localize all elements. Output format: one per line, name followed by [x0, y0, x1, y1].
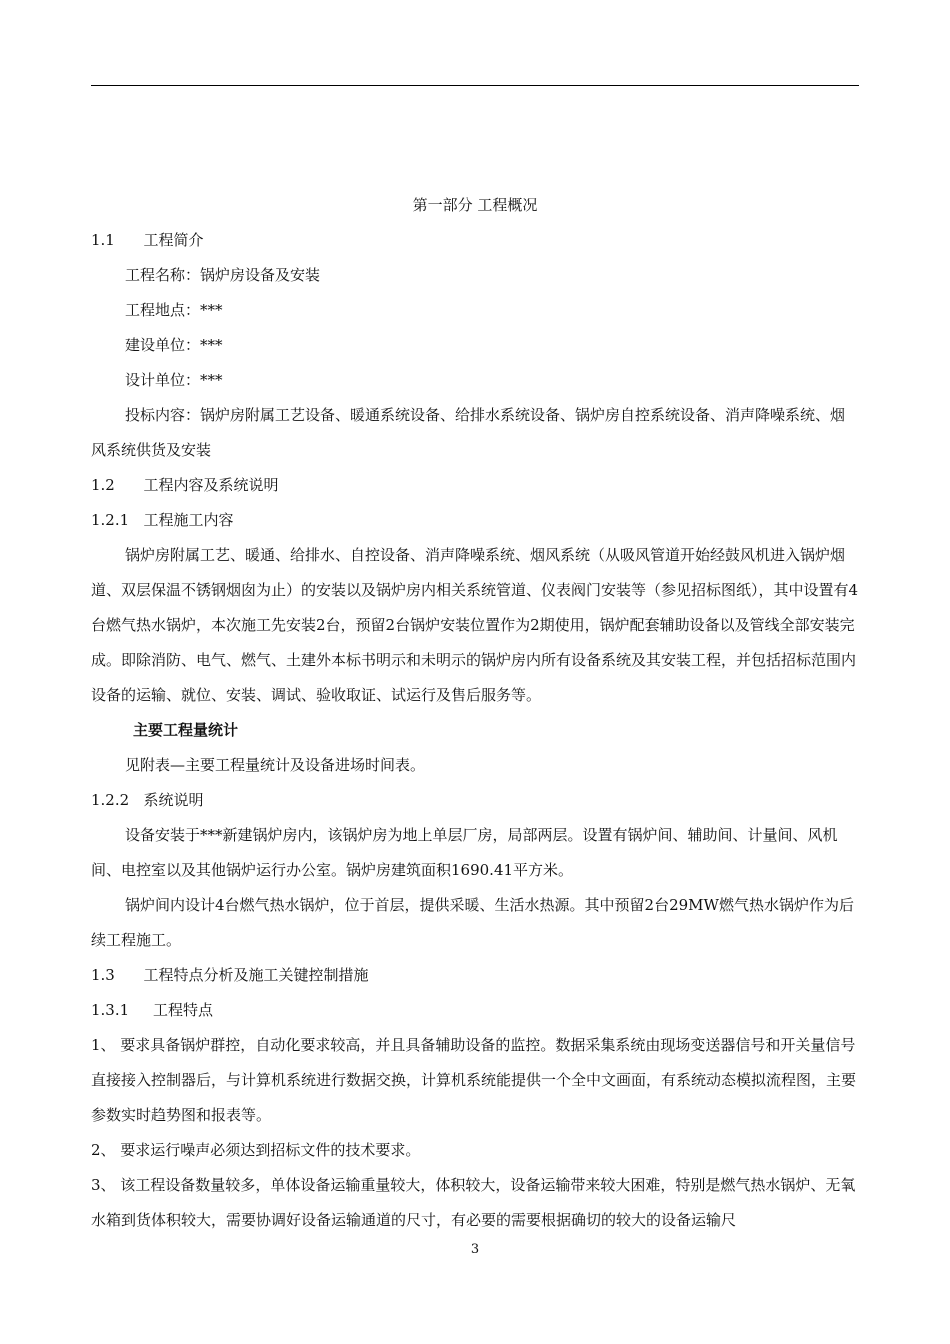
statistics-reference: 见附表—主要工程量统计及设备进场时间表。 — [125, 756, 426, 774]
heading-1-2 — [91, 468, 859, 503]
heading-number: 1.2 — [91, 476, 115, 494]
heading-1-3 — [91, 958, 859, 993]
heading-1-2-1 — [91, 503, 859, 538]
heading-number: 1.2.2 — [91, 791, 130, 809]
document-body — [91, 188, 859, 1238]
project-location: 工程地点：*** — [125, 301, 223, 319]
list-item: 2、 要求运行噪声必须达到招标文件的技术要求。 — [91, 1141, 421, 1159]
header-rule — [91, 85, 859, 86]
heading-number: 1.3 — [91, 966, 115, 984]
heading-title: 工程特点 — [153, 1001, 214, 1019]
construction-unit: 建设单位：*** — [125, 336, 223, 354]
heading-title: 工程施工内容 — [143, 511, 234, 529]
page-number: 3 — [470, 1242, 480, 1257]
paragraph-construction-content: 锅炉房附属工艺、暖通、给排水、自控设备、消声降噪系统、烟风系统（从吸风管道开始经鼓风机进入锅炉烟道、双层保温不锈钢烟囱为止）的安装以及锅炉房内相关系统管道、仪表阀门安装等（参见招标图纸），其中设置有4台燃气热水锅炉，本次施工先安装2台，预留2台锅炉安装位置作为2期使用，锅炉配套辅助设备以及管线全部安装完成。即除消防、电气、燃气、土建外本标书明示和未明示的锅炉房内所有设备系统及其安装工程，并包括招标范围内设备的运输、就位、安装、调试、验收取证、试运行及售后服务等。 — [91, 546, 859, 704]
statistics-heading: 主要工程量统计 — [133, 721, 239, 739]
heading-number: 1.2.1 — [91, 511, 130, 529]
heading-1-2-2 — [91, 783, 859, 818]
list-item: 1、 要求具备锅炉群控，自动化要求较高，并且具备辅助设备的监控。数据采集系统由现场变送器信号和开关量信号直接接入控制器后，与计算机系统进行数据交换，计算机系统能提供一个全中文画面，有系统动态模拟流程图，主要参数实时趋势图和报表等。 — [91, 1036, 857, 1124]
page-title: 第一部分 工程概况 — [412, 196, 538, 214]
heading-number: 1.1 — [91, 231, 115, 249]
heading-number: 1.3.1 — [91, 1001, 130, 1019]
heading-1-1 — [91, 223, 859, 258]
paragraph-system-1: 设备安装于***新建锅炉房内，该锅炉房为地上单层厂房，局部两层。设置有锅炉间、辅助间、计量间、风机间、电控室以及其他锅炉运行办公室。锅炉房建筑面积1690.41平方米。 — [91, 826, 838, 879]
bid-scope: 投标内容：锅炉房附属工艺设备、暖通系统设备、给排水系统设备、锅炉房自控系统设备、消声降噪系统、烟风系统供货及安装 — [91, 406, 846, 459]
list-item: 3、 该工程设备数量较多，单体设备运输重量较大，体积较大，设备运输带来较大困难，特别是燃气热水锅炉、无氧水箱到货体积较大，需要协调好设备运输通道的尺寸，有必要的需要根据确切的较大的设备运输尺 — [91, 1176, 856, 1229]
project-name: 工程名称：锅炉房设备及安装 — [125, 266, 321, 284]
heading-title: 工程内容及系统说明 — [143, 476, 279, 494]
heading-title: 系统说明 — [143, 791, 204, 809]
heading-title: 工程特点分析及施工关键控制措施 — [143, 966, 369, 984]
design-unit: 设计单位：*** — [125, 371, 223, 389]
heading-1-3-1 — [91, 993, 859, 1028]
heading-title: 工程简介 — [143, 231, 204, 249]
paragraph-system-2: 锅炉间内设计4台燃气热水锅炉，位于首层，提供采暖、生活水热源。其中预留2台29MW燃气热水锅炉作为后续工程施工。 — [91, 896, 854, 949]
